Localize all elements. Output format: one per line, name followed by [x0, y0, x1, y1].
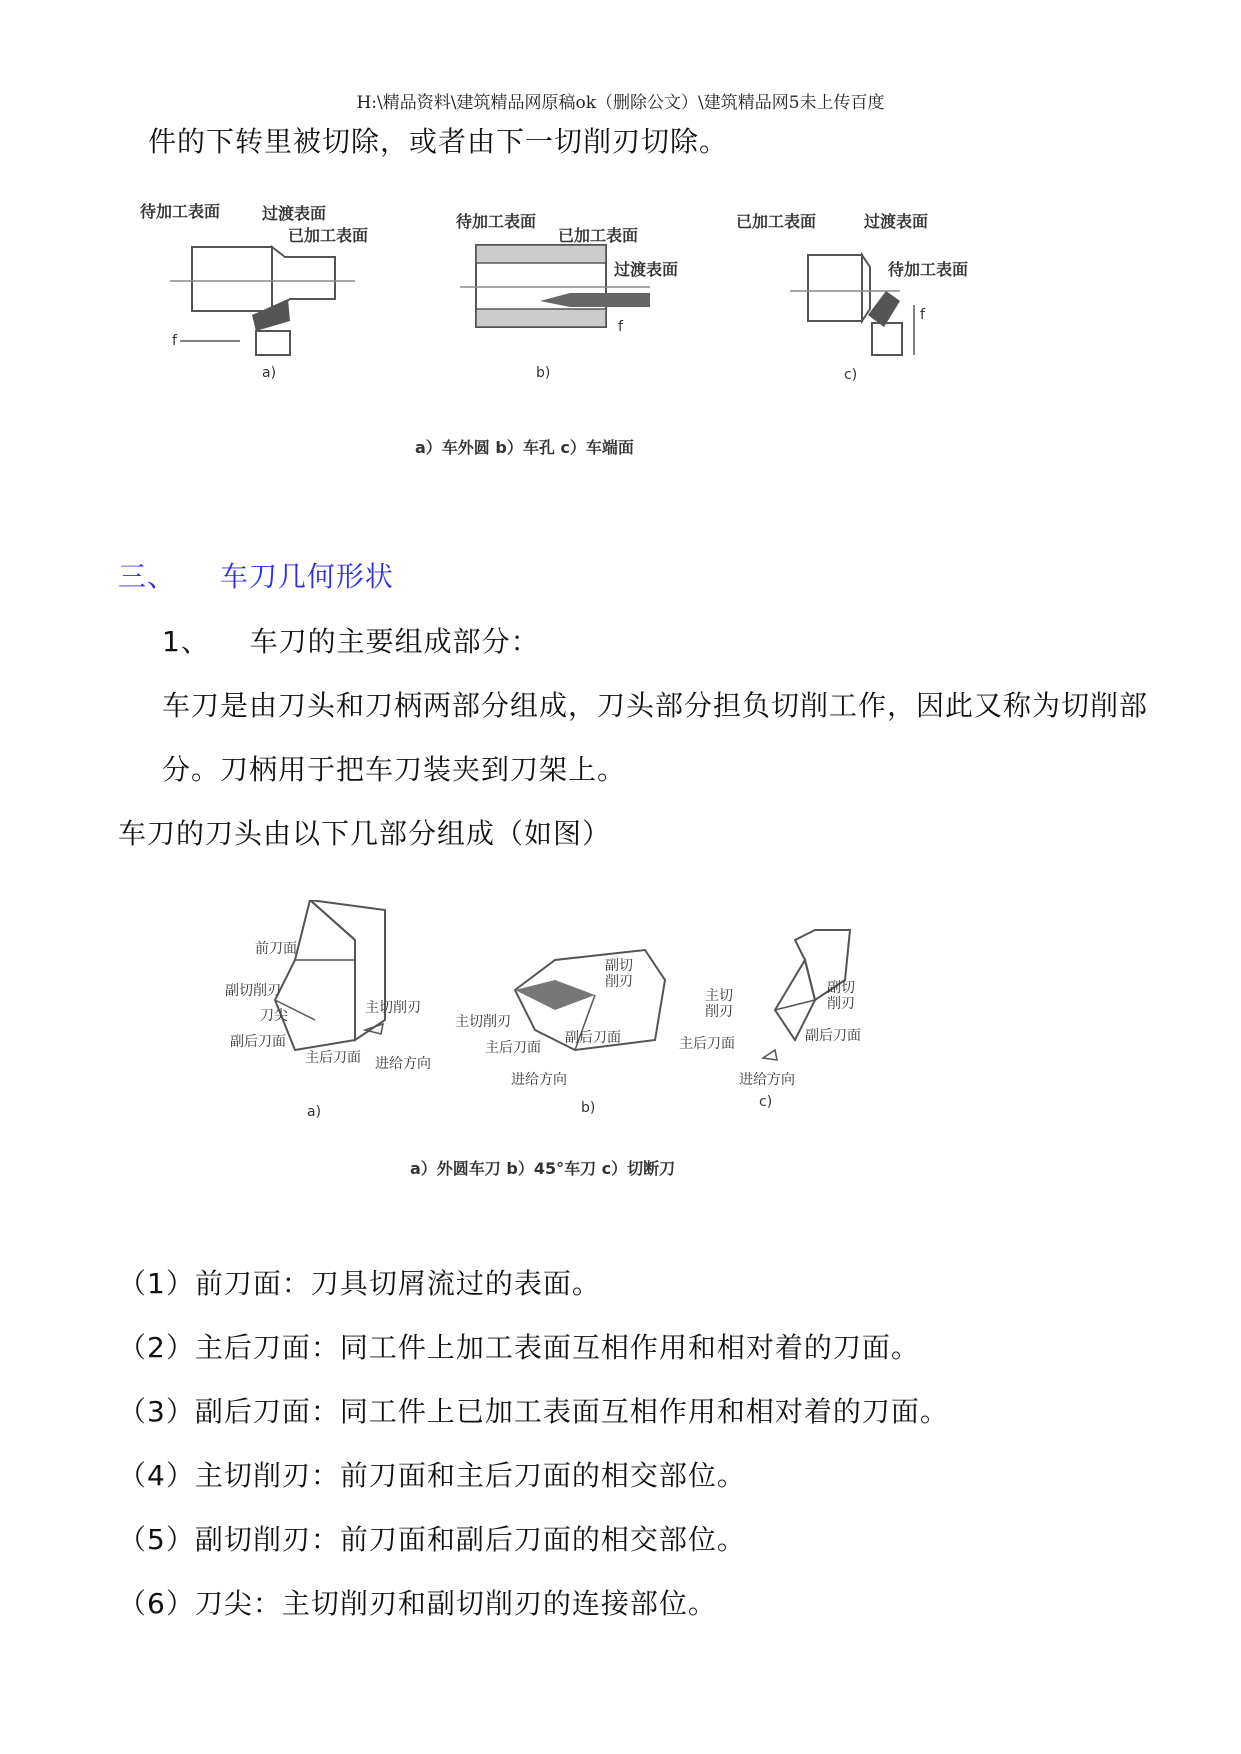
figure2-a-l4: 副后刀面 [230, 1034, 286, 1050]
figure2-c-l3: 副切 [827, 980, 855, 996]
parts-intro-paragraph: 车刀的刀头由以下几部分组成（如图） [118, 817, 612, 850]
continuation-paragraph: 件的下转里被切除，或者由下一切削刃切除。 [148, 125, 729, 158]
definition-term: 前刀面： [194, 1267, 311, 1300]
figure2-a-l6: 主切削刃 [365, 1000, 421, 1016]
figure2-a [225, 900, 431, 1120]
figure2-a-l7: 进给方向 [375, 1056, 431, 1072]
figure2-a-l3: 刀尖 [260, 1008, 288, 1024]
figure1-c-feed: f [920, 307, 925, 323]
figure1-a-feed: f [172, 333, 177, 349]
definition-desc: 前刀面和主后刀面的相交部位。 [339, 1459, 746, 1492]
figure2-c-l1: 主切 [705, 988, 733, 1004]
definition-desc: 同工件上已加工表面互相作用和相对着的刀面。 [339, 1395, 949, 1428]
figure2-c-l5: 主后刀面 [679, 1036, 735, 1052]
figure2-a-l2: 副切削刃 [225, 983, 281, 999]
subsection-heading [162, 620, 540, 660]
definition-term: 刀尖： [194, 1587, 282, 1620]
definition-item-3 [118, 1390, 949, 1430]
definition-desc: 主切削刃和副切削刃的连接部位。 [281, 1587, 717, 1620]
figure-tool-parts [215, 900, 985, 1190]
definition-number: （1） [118, 1267, 195, 1300]
figure2-c-l7: 进给方向 [739, 1072, 795, 1088]
figure2-b [455, 950, 665, 1116]
definition-desc: 同工件上加工表面互相作用和相对着的刀面。 [339, 1331, 920, 1364]
definition-item-4 [118, 1454, 746, 1494]
figure1-b [456, 212, 678, 381]
figure1-a-label2: 过渡表面 [262, 204, 327, 223]
figure2-b-l1: 副切 [605, 958, 633, 974]
figure1-c-label1: 已加工表面 [736, 212, 817, 231]
figure2-b-l5: 副后刀面 [565, 1030, 621, 1046]
figure2-a-tag: a) [307, 1104, 322, 1120]
figure1-b-label1: 待加工表面 [456, 212, 537, 231]
definition-item-6 [118, 1582, 717, 1622]
figure2-c [679, 930, 861, 1110]
figure2-c-l4: 削刃 [827, 996, 855, 1012]
definition-term: 副后刀面： [194, 1395, 340, 1428]
definition-item-5 [118, 1518, 746, 1558]
definition-item-1 [118, 1262, 601, 1302]
definition-term: 主后刀面： [194, 1331, 340, 1364]
intro-paragraph-line1: 车刀是由刀头和刀柄两部分组成，刀头部分担负切削工作，因此又称为切削部 [162, 689, 1149, 722]
figure1-b-tag: b) [536, 365, 551, 381]
figure2-caption: a）外圆车刀 b）45°车刀 c）切断刀 [410, 1159, 676, 1178]
figure1-b-feed: f [618, 319, 623, 335]
figure1-a-label3: 已加工表面 [288, 226, 369, 245]
figure2-b-l3: 主切削刃 [455, 1014, 511, 1030]
page-header-path: H:\精品资料\建筑精品网原稿ok（删除公文）\建筑精品网5未上传百度 [356, 93, 885, 113]
subsection-title: 车刀的主要组成部分： [249, 625, 540, 658]
figure1-c-label3: 待加工表面 [888, 260, 969, 279]
figure2-a-l1: 前刀面 [255, 941, 297, 957]
definition-number: （6） [118, 1587, 195, 1620]
figure1-c-tag: c) [844, 367, 858, 383]
definition-desc: 刀具切屑流过的表面。 [310, 1267, 601, 1300]
figure2-a-l5: 主后刀面 [305, 1050, 361, 1066]
figure2-b-l2: 削刃 [605, 974, 633, 990]
figure1-a [140, 202, 368, 381]
figure2-b-l6: 进给方向 [511, 1072, 567, 1088]
definition-number: （3） [118, 1395, 195, 1428]
figure2-b-l4: 主后刀面 [485, 1040, 541, 1056]
figure1-c [736, 212, 968, 383]
section-title: 车刀几何形状 [219, 560, 394, 593]
definition-number: （5） [118, 1523, 195, 1556]
definition-number: （2） [118, 1331, 195, 1364]
figure1-c-label2: 过渡表面 [864, 212, 929, 231]
figure-turning-operations [130, 195, 1110, 475]
figure1-b-label2: 已加工表面 [558, 226, 639, 245]
section-number: 三、 [118, 560, 177, 593]
definition-term: 主切削刃： [194, 1459, 340, 1492]
figure1-caption: a）车外圆 b）车孔 c）车端面 [415, 438, 634, 457]
section-heading [118, 555, 394, 595]
figure2-b-tag: b) [581, 1100, 596, 1116]
figure2-c-tag: c) [759, 1094, 773, 1110]
definition-item-2 [118, 1326, 920, 1366]
figure1-a-label1: 待加工表面 [140, 202, 221, 221]
definition-desc: 前刀面和副后刀面的相交部位。 [339, 1523, 746, 1556]
definition-term: 副切削刃： [194, 1523, 340, 1556]
subsection-number: 1、 [162, 625, 210, 658]
figure2-c-l6: 副后刀面 [805, 1028, 861, 1044]
definition-number: （4） [118, 1459, 195, 1492]
figure1-a-tag: a) [262, 365, 277, 381]
intro-paragraph-line2: 分。刀柄用于把车刀装夹到刀架上。 [162, 753, 627, 786]
figure1-b-label3: 过渡表面 [614, 260, 679, 279]
figure2-c-l2: 削刃 [705, 1004, 733, 1020]
